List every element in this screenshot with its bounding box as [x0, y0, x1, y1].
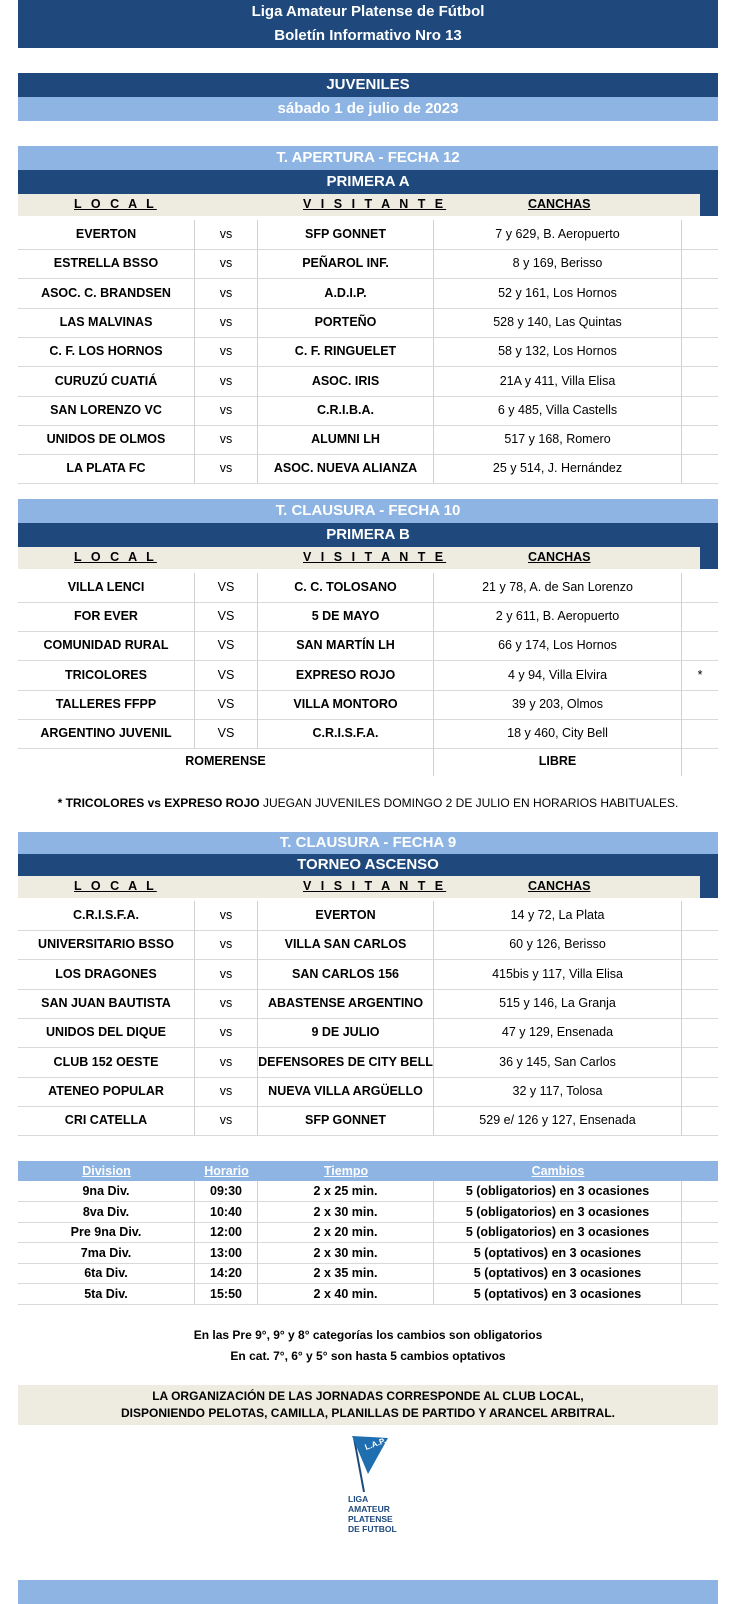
venue: 36 y 145, San Carlos [434, 1048, 682, 1077]
match-row [18, 602, 718, 632]
vs-label: vs [195, 454, 258, 483]
bye-team: ROMERENSE [18, 747, 434, 776]
venue: 517 y 168, Romero [434, 425, 682, 454]
match-mark [682, 396, 718, 425]
venue: 4 y 94, Villa Elvira [434, 661, 682, 690]
schedule-division: 9na Div. [18, 1181, 195, 1201]
column-canchas: CANCHAS [528, 550, 591, 564]
category-title: JUVENILES [18, 73, 718, 97]
venue: 25 y 514, J. Hernández [434, 454, 682, 483]
match-mark [682, 631, 718, 660]
flag-text: L.A.P. [363, 1436, 388, 1452]
local-team: UNIDOS DE OLMOS [18, 425, 195, 454]
schedule-row [18, 1181, 718, 1202]
visiting-team: 9 DE JULIO [258, 1018, 434, 1047]
column-local: L O C A L [74, 550, 157, 564]
match-mark [682, 454, 718, 483]
schedule-time: 09:30 [195, 1181, 258, 1201]
schedule-time: 10:40 [195, 1202, 258, 1222]
local-team: ATENEO POPULAR [18, 1077, 195, 1106]
schedule-time: 13:00 [195, 1243, 258, 1263]
match-row [18, 1077, 718, 1107]
local-team: UNIDOS DEL DIQUE [18, 1018, 195, 1047]
vs-label: vs [195, 989, 258, 1018]
schedule-duration: 2 x 30 min. [258, 1202, 434, 1222]
local-team: TALLERES FFPP [18, 690, 195, 719]
venue: 39 y 203, Olmos [434, 690, 682, 719]
venue: 14 y 72, La Plata [434, 901, 682, 930]
schedule-duration: 2 x 35 min. [258, 1263, 434, 1283]
schedule-duration: 2 x 40 min. [258, 1284, 434, 1304]
match-mark [682, 367, 718, 396]
vs-label: vs [195, 930, 258, 959]
section-c-division: TORNEO ASCENSO [18, 854, 718, 876]
match-row [18, 690, 718, 720]
footer-band [18, 1580, 718, 1604]
match-row [18, 425, 718, 455]
match-mark [682, 901, 718, 930]
vs-label: vs [195, 367, 258, 396]
schedule-substitutions: 5 (obligatorios) en 3 ocasiones [434, 1222, 682, 1242]
match-row [18, 901, 718, 931]
venue: 8 y 169, Berisso [434, 249, 682, 278]
vs-label: vs [195, 396, 258, 425]
visiting-team: VILLA SAN CARLOS [258, 930, 434, 959]
match-mark [682, 1018, 718, 1047]
bulletin-header [18, 0, 718, 48]
local-team: CRI CATELLA [18, 1106, 195, 1135]
match-row [18, 454, 718, 484]
organization-notice [18, 1385, 718, 1425]
visiting-team: VILLA MONTORO [258, 690, 434, 719]
vs-label: vs [195, 1048, 258, 1077]
match-mark [682, 249, 718, 278]
match-mark [682, 1106, 718, 1135]
schedule-note-2: En cat. 7°, 6° y 5° son hasta 5 cambios optativos [230, 1349, 506, 1363]
match-row [18, 1048, 718, 1078]
local-team: TRICOLORES [18, 661, 195, 690]
schedule-row [18, 1222, 718, 1243]
match-mark [682, 960, 718, 989]
match-mark [682, 1048, 718, 1077]
visiting-team: PORTEÑO [258, 308, 434, 337]
match-mark [682, 602, 718, 631]
vs-label: VS [195, 690, 258, 719]
visiting-team: SAN MARTÍN LH [258, 631, 434, 660]
schedule-row [18, 1243, 718, 1264]
schedule-division: 6ta Div. [18, 1263, 195, 1283]
schedule-col-horario: Horario [204, 1164, 249, 1178]
match-row [18, 930, 718, 960]
section-c-tournament: T. CLAUSURA - FECHA 9 [18, 832, 718, 854]
match-mark [682, 1077, 718, 1106]
match-mark [682, 719, 718, 748]
venue: 415bis y 117, Villa Elisa [434, 960, 682, 989]
match-mark: * [697, 667, 703, 682]
visiting-team: ASOC. NUEVA ALIANZA [258, 454, 434, 483]
schedule-col-division: Division [82, 1164, 131, 1178]
vs-label: vs [195, 1077, 258, 1106]
visiting-team: 5 DE MAYO [258, 602, 434, 631]
visiting-team: ABASTENSE ARGENTINO [258, 989, 434, 1018]
match-mark [682, 220, 718, 249]
bulletin-number: Boletín Informativo Nro 13 [274, 27, 462, 44]
visiting-team: ASOC. IRIS [258, 367, 434, 396]
match-mark [682, 690, 718, 719]
visiting-team: SFP GONNET [258, 220, 434, 249]
section-a-division: PRIMERA A [18, 170, 718, 194]
vs-label: VS [195, 661, 258, 690]
vs-label: VS [195, 631, 258, 660]
schedule-division: Pre 9na Div. [18, 1222, 195, 1242]
schedule-duration: 2 x 20 min. [258, 1222, 434, 1242]
header-tail [700, 1161, 718, 1181]
match-row [18, 1018, 718, 1048]
match-mark [682, 573, 718, 602]
local-team: UNIVERSITARIO BSSO [18, 930, 195, 959]
schedule-time: 15:50 [195, 1284, 258, 1304]
header-tail [700, 876, 718, 898]
local-team: LAS MALVINAS [18, 308, 195, 337]
schedule-division: 5ta Div. [18, 1284, 195, 1304]
local-team: ASOC. C. BRANDSEN [18, 279, 195, 308]
local-team: C. F. LOS HORNOS [18, 337, 195, 366]
section-b-tournament: T. CLAUSURA - FECHA 10 [18, 499, 718, 523]
local-team: LA PLATA FC [18, 454, 195, 483]
visiting-team: C. C. TOLOSANO [258, 573, 434, 602]
match-row [18, 220, 718, 250]
local-team: COMUNIDAD RURAL [18, 631, 195, 660]
column-visitante: V I S I T A N T E [303, 197, 447, 211]
note-bold: * TRICOLORES vs EXPRESO ROJO [57, 796, 260, 810]
league-logo [340, 1432, 410, 1544]
schedule-duration: 2 x 25 min. [258, 1181, 434, 1201]
venue: 528 y 140, Las Quintas [434, 308, 682, 337]
section-c-column-header [18, 876, 700, 898]
match-row [18, 396, 718, 426]
section-a-column-header [18, 194, 700, 216]
match-date: sábado 1 de julio de 2023 [18, 97, 718, 121]
vs-label: VS [195, 573, 258, 602]
match-mark [682, 930, 718, 959]
section-b-note [18, 796, 718, 810]
match-row [18, 308, 718, 338]
schedule-substitutions: 5 (optativos) en 3 ocasiones [434, 1263, 682, 1283]
local-team: ARGENTINO JUVENIL [18, 719, 195, 748]
schedule-time: 12:00 [195, 1222, 258, 1242]
schedule-row [18, 1202, 718, 1223]
note-rest: JUEGAN JUVENILES DOMINGO 2 DE JULIO EN HORARIOS HABITUALES. [259, 796, 679, 810]
visiting-team: SFP GONNET [258, 1106, 434, 1135]
vs-label: vs [195, 220, 258, 249]
schedule-row [18, 1284, 718, 1305]
visiting-team: PEÑAROL INF. [258, 249, 434, 278]
column-visitante: V I S I T A N T E [303, 550, 447, 564]
section-b-division: PRIMERA B [18, 523, 718, 547]
schedule-division: 8va Div. [18, 1202, 195, 1222]
venue: 18 y 460, City Bell [434, 719, 682, 748]
match-row [18, 337, 718, 367]
schedule-substitutions: 5 (optativos) en 3 ocasiones [434, 1284, 682, 1304]
visiting-team: ALUMNI LH [258, 425, 434, 454]
column-local: L O C A L [74, 197, 157, 211]
schedule-substitutions: 5 (optativos) en 3 ocasiones [434, 1243, 682, 1263]
vs-label: VS [195, 719, 258, 748]
venue: 529 e/ 126 y 127, Ensenada [434, 1106, 682, 1135]
section-a-tournament: T. APERTURA - FECHA 12 [18, 146, 718, 170]
vs-label: vs [195, 249, 258, 278]
local-team: CURUZÚ CUATIÁ [18, 367, 195, 396]
local-team: C.R.I.S.F.A. [18, 901, 195, 930]
vs-label: vs [195, 901, 258, 930]
match-row [18, 960, 718, 990]
schedule-division: 7ma Div. [18, 1243, 195, 1263]
local-team: SAN LORENZO VC [18, 396, 195, 425]
venue: 7 y 629, B. Aeropuerto [434, 220, 682, 249]
venue: 32 y 117, Tolosa [434, 1077, 682, 1106]
match-mark [682, 989, 718, 1018]
venue: 52 y 161, Los Hornos [434, 279, 682, 308]
header-tail [700, 547, 718, 569]
local-team: CLUB 152 OESTE [18, 1048, 195, 1077]
visiting-team: DEFENSORES DE CITY BELL [258, 1048, 434, 1077]
venue: 60 y 126, Berisso [434, 930, 682, 959]
venue: 515 y 146, La Granja [434, 989, 682, 1018]
header-tail [700, 194, 718, 216]
schedule-substitutions: 5 (obligatorios) en 3 ocasiones [434, 1181, 682, 1201]
visiting-team: C.R.I.B.A. [258, 396, 434, 425]
vs-label: vs [195, 308, 258, 337]
schedule-time: 14:20 [195, 1263, 258, 1283]
vs-label: vs [195, 960, 258, 989]
venue: 58 y 132, Los Hornos [434, 337, 682, 366]
organization-line-2: DISPONIENDO PELOTAS, CAMILLA, PLANILLAS DE PARTIDO Y ARANCEL ARBITRAL. [120, 1406, 615, 1420]
visiting-team: EVERTON [258, 901, 434, 930]
match-row [18, 249, 718, 279]
column-canchas: CANCHAS [528, 197, 591, 211]
league-title: Liga Amateur Platense de Fútbol [251, 3, 485, 20]
schedule-duration: 2 x 30 min. [258, 1243, 434, 1263]
match-row [18, 279, 718, 309]
section-b-column-header [18, 547, 700, 569]
column-visitante: V I S I T A N T E [303, 879, 447, 893]
visiting-team: NUEVA VILLA ARGÜELLO [258, 1077, 434, 1106]
flag-logo-icon [340, 1432, 410, 1494]
bye-label: LIBRE [434, 747, 682, 776]
schedule-col-tiempo: Tiempo [323, 1164, 369, 1178]
match-mark [682, 279, 718, 308]
vs-label: vs [195, 1106, 258, 1135]
venue: 2 y 611, B. Aeropuerto [434, 602, 682, 631]
venue: 47 y 129, Ensenada [434, 1018, 682, 1047]
column-local: L O C A L [74, 879, 157, 893]
vs-label: VS [195, 602, 258, 631]
venue: 21 y 78, A. de San Lorenzo [434, 573, 682, 602]
schedule-note-1: En las Pre 9°, 9° y 8° categorías los cambios son obligatorios [193, 1328, 543, 1342]
match-row [18, 1106, 718, 1136]
match-row [18, 661, 718, 691]
logo-line: LIGA [348, 1494, 369, 1504]
visiting-team: C. F. RINGUELET [258, 337, 434, 366]
schedule-substitutions: 5 (obligatorios) en 3 ocasiones [434, 1202, 682, 1222]
venue: 6 y 485, Villa Castells [434, 396, 682, 425]
vs-label: vs [195, 425, 258, 454]
organization-line-1: LA ORGANIZACIÓN DE LAS JORNADAS CORRESPONDE AL CLUB LOCAL, [152, 1389, 584, 1403]
visiting-team: EXPRESO ROJO [258, 661, 434, 690]
visiting-team: C.R.I.S.F.A. [258, 719, 434, 748]
local-team: LOS DRAGONES [18, 960, 195, 989]
local-team: VILLA LENCI [18, 573, 195, 602]
schedule-header [18, 1161, 700, 1181]
match-row [18, 367, 718, 397]
match-row [18, 719, 718, 749]
logo-line: PLATENSE [348, 1514, 393, 1524]
match-row [18, 631, 718, 661]
visiting-team: A.D.I.P. [258, 279, 434, 308]
logo-line: AMATEUR [348, 1504, 390, 1514]
logo-line: DE FUTBOL [348, 1524, 397, 1534]
local-team: EVERTON [18, 220, 195, 249]
column-canchas: CANCHAS [528, 879, 591, 893]
venue: 66 y 174, Los Hornos [434, 631, 682, 660]
vs-label: vs [195, 1018, 258, 1047]
bye-row [18, 747, 718, 777]
match-mark [682, 308, 718, 337]
visiting-team: SAN CARLOS 156 [258, 960, 434, 989]
schedule-row [18, 1263, 718, 1284]
local-team: SAN JUAN BAUTISTA [18, 989, 195, 1018]
vs-label: vs [195, 337, 258, 366]
match-row [18, 573, 718, 603]
venue: 21A y 411, Villa Elisa [434, 367, 682, 396]
schedule-col-cambios: Cambios [531, 1164, 585, 1178]
local-team: FOR EVER [18, 602, 195, 631]
local-team: ESTRELLA BSSO [18, 249, 195, 278]
match-row [18, 989, 718, 1019]
vs-label: vs [195, 279, 258, 308]
match-mark [682, 425, 718, 454]
match-mark [682, 337, 718, 366]
